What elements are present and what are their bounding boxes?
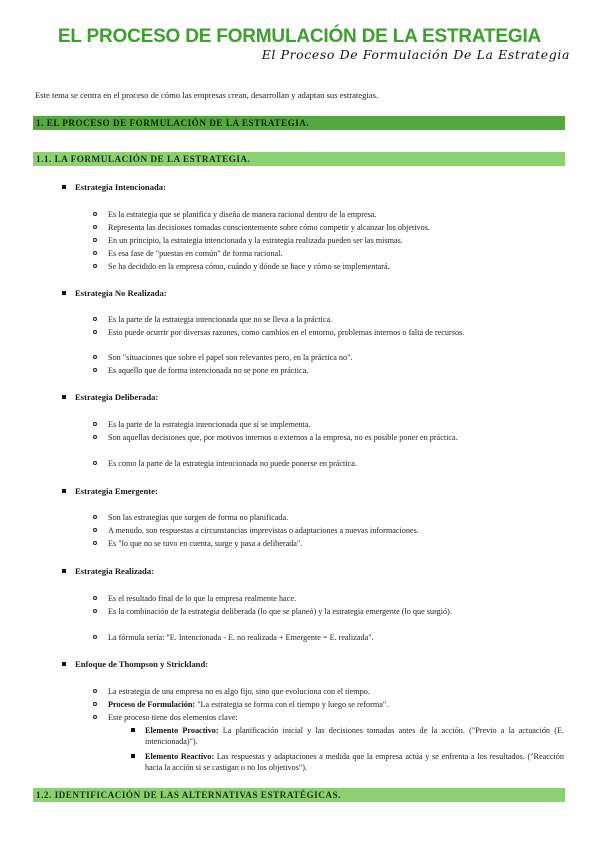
list-item xyxy=(108,458,564,469)
list-item-text: La fórmula sería: "E. Intencionada - E. no realizada + Emergente = E. realizada". xyxy=(108,633,374,642)
circle-bullet-icon xyxy=(93,264,97,268)
list-item-text: Es esa fase de "puestas en común" de forma racional. xyxy=(108,249,283,258)
list-item xyxy=(108,593,564,604)
circle-bullet-icon xyxy=(93,355,97,359)
list-item-text: Es la combinación de la estrategia deliberada (lo que se planeó) y la estrategia emergente (lo que surgió). xyxy=(108,607,452,616)
circle-bullet-icon xyxy=(93,225,97,229)
sub-item-text: La planificación inicial y las decisiones tomadas antes de la acción. ("Previo a la actuación (E. intencionada)"). xyxy=(145,726,564,746)
list-item-text: Es como la parte de la estrategia intencionada no puede ponerse en práctica. xyxy=(108,459,357,468)
heading-label: Estrategia Intencionada: xyxy=(75,182,166,192)
heading-label: Estrategia Deliberada: xyxy=(75,392,159,402)
list-item xyxy=(108,538,564,549)
square-bullet-icon xyxy=(62,185,66,189)
list-item xyxy=(108,209,564,220)
heading-label: Estrategia Realizada: xyxy=(75,566,154,576)
list-item xyxy=(108,512,564,523)
list-item xyxy=(108,686,564,697)
list-item-text: Este proceso tiene dos elementos clave: xyxy=(108,713,238,722)
circle-bullet-icon xyxy=(93,422,97,426)
heading-estrategia-no-realizada xyxy=(62,288,167,298)
circle-bullet-icon xyxy=(93,635,97,639)
list-item-text: Es aquello que de forma intencionada no se pone en práctica. xyxy=(108,366,309,375)
circle-bullet-icon xyxy=(93,515,97,519)
sub-list-item xyxy=(145,751,564,773)
circle-bullet-icon xyxy=(93,609,97,613)
heading-estrategia-realizada xyxy=(62,566,154,576)
list-item xyxy=(108,222,564,233)
list-item-text: Es la parte de la estrategia intencionada que no se lleva a la práctica. xyxy=(108,315,333,324)
list-item xyxy=(108,432,564,443)
document-title: EL PROCESO DE FORMULACIÓN DE LA ESTRATEGIA xyxy=(57,26,542,47)
list-item-text: En un principio, la estrategia intencionada y la estrategia realizada pueden ser las mismas. xyxy=(108,236,403,245)
list-item xyxy=(108,327,564,338)
heading-estrategia-deliberada xyxy=(62,392,158,402)
square-bullet-icon xyxy=(131,754,135,758)
circle-bullet-icon xyxy=(93,528,97,532)
list-item xyxy=(108,365,564,376)
section-heading-1-1: 1.1. LA FORMULACIÓN DE LA ESTRATEGIA. xyxy=(33,152,565,166)
heading-estrategia-intencionada xyxy=(62,182,166,192)
list-item xyxy=(108,632,564,643)
square-bullet-icon xyxy=(62,395,66,399)
heading-label: Estrategia Emergente: xyxy=(75,486,158,496)
list-item xyxy=(108,712,564,723)
list-item xyxy=(108,699,564,710)
list-item xyxy=(108,314,564,325)
circle-bullet-icon xyxy=(93,238,97,242)
circle-bullet-icon xyxy=(93,251,97,255)
list-item xyxy=(108,606,564,617)
square-bullet-icon xyxy=(62,489,66,493)
list-item-text: Se ha decidido en la empresa cómo, cuándo y dónde se hace y cómo se implementará. xyxy=(108,262,390,271)
heading-label: Estrategia No Realizada: xyxy=(75,288,167,298)
square-bullet-icon xyxy=(62,291,66,295)
sub-item-text: Las respuestas y adaptaciones a medida que la empresa actúa y se enfrenta a los resultados. ("Reacción hacia la acción si se castigan o no los objetivos"). xyxy=(145,752,564,772)
list-item-text: Esto puede ocurrir por diversas razones, como cambios en el entorno, problemas internos o falta de recursos. xyxy=(108,328,465,337)
list-item-text: Es la parte de la estrategia intencionada que sí se implementa. xyxy=(108,420,311,429)
section-heading-1-2: 1.2. IDENTIFICACIÓN DE LAS ALTERNATIVAS ESTRATÉGICAS. xyxy=(33,788,565,802)
list-item-text: Es el resultado final de lo que la empresa realmente hace. xyxy=(108,594,297,603)
list-item xyxy=(108,525,564,536)
circle-bullet-icon xyxy=(93,541,97,545)
list-item-label: Proceso de Formulación: xyxy=(108,700,196,709)
list-item xyxy=(108,248,564,259)
document-subtitle: El Proceso De Formulación De La Estrategia xyxy=(261,47,570,62)
circle-bullet-icon xyxy=(93,368,97,372)
list-item-text: Son "situaciones que sobre el papel son relevantes pero, en la práctica no". xyxy=(108,353,353,362)
heading-label: Enfoque de Thompson y Strickland: xyxy=(75,659,209,669)
list-item-text: La estrategia de una empresa no es algo fijo, sino que evoluciona con el tiempo. xyxy=(108,687,370,696)
list-item-text: Son las estrategias que surgen de forma no planificada. xyxy=(108,513,289,522)
circle-bullet-icon xyxy=(93,435,97,439)
square-bullet-icon xyxy=(131,728,135,732)
list-item-text: Es la estrategia que se planifica y diseña de manera racional dentro de la empresa. xyxy=(108,210,377,219)
sub-list-item xyxy=(145,725,564,747)
circle-bullet-icon xyxy=(93,689,97,693)
list-item-text: Son aquellas decisiones que, por motivos internos o externos a la empresa, no es posible poner en práctica. xyxy=(108,433,458,442)
heading-enfoque-thompson-strickland xyxy=(62,659,208,669)
list-item xyxy=(108,235,564,246)
list-item-text: Representa las decisiones tomadas conscientemente sobre cómo competir y alcanzar los objetivos. xyxy=(108,223,430,232)
circle-bullet-icon xyxy=(93,212,97,216)
square-bullet-icon xyxy=(62,569,66,573)
circle-bullet-icon xyxy=(93,702,97,706)
circle-bullet-icon xyxy=(93,461,97,465)
circle-bullet-icon xyxy=(93,715,97,719)
square-bullet-icon xyxy=(62,662,66,666)
sub-item-label: Elemento Reactivo: xyxy=(145,752,215,761)
list-item-text: "La estrategia se forma con el tiempo y luego se reforma". xyxy=(195,700,389,709)
circle-bullet-icon xyxy=(93,317,97,321)
sub-item-label: Elemento Proactivo: xyxy=(145,726,219,735)
intro-paragraph: Este tema se centra en el proceso de cómo las empresas crean, desarrollan y adaptan sus estrategias. xyxy=(35,90,379,100)
heading-estrategia-emergente xyxy=(62,486,158,496)
circle-bullet-icon xyxy=(93,596,97,600)
list-item xyxy=(108,352,564,363)
section-heading-1: 1. EL PROCESO DE FORMULACIÓN DE LA ESTRATEGIA. xyxy=(33,116,565,130)
list-item xyxy=(108,261,564,272)
list-item-text: Es "lo que no se tuvo en cuenta, surge y pasa a deliberada". xyxy=(108,539,303,548)
list-item xyxy=(108,419,564,430)
circle-bullet-icon xyxy=(93,330,97,334)
list-item-text: A menudo, son respuestas a circunstancias imprevistas o adaptaciones a nuevas informaciones. xyxy=(108,526,419,535)
